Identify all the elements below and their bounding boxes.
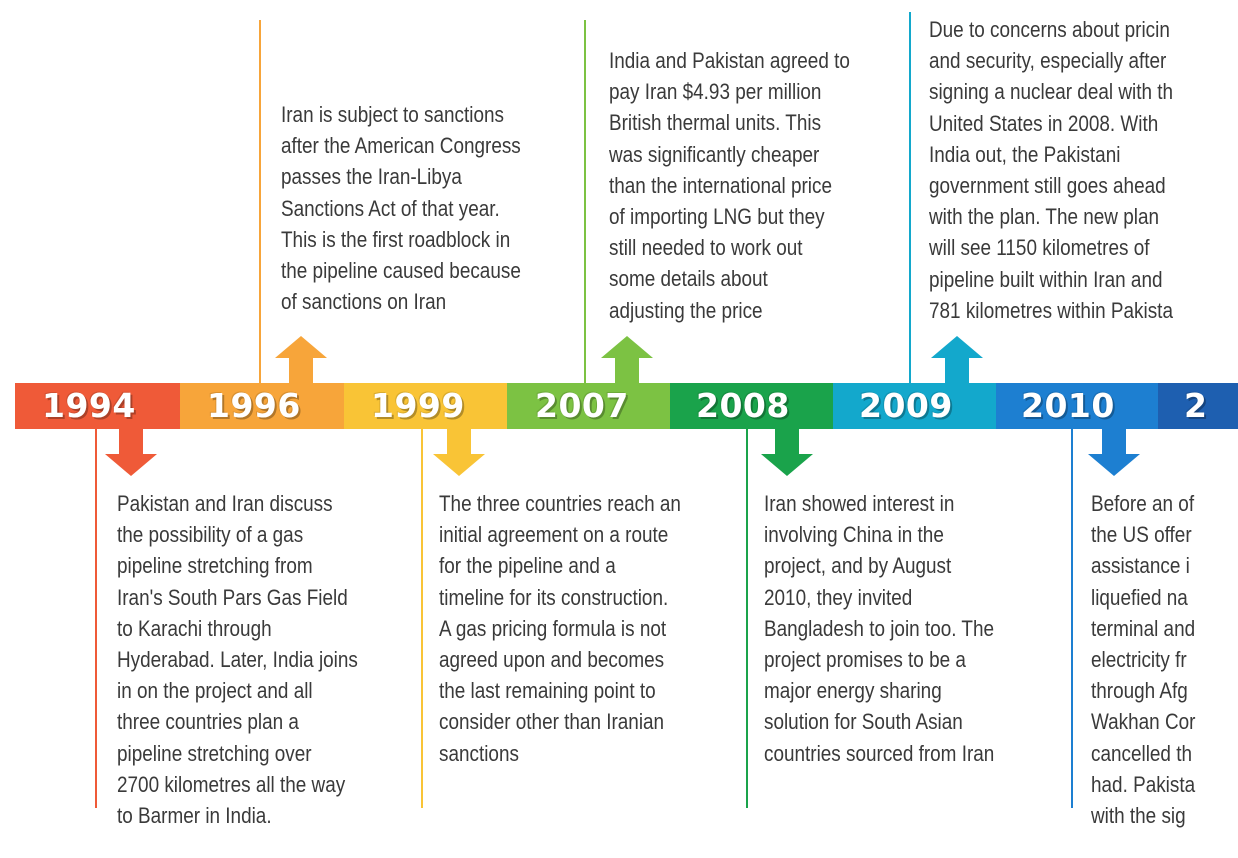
event-line: India and Pakistan agreed to [609,48,850,73]
arrow-down-2010-icon [1088,426,1140,476]
event-line: with the sig [1091,803,1186,829]
event-line: Hyderabad. Later, India joins [117,647,358,673]
event-line: A gas pricing formula is not [439,615,667,641]
event-text-1999 [439,488,681,769]
event-line: timeline for its construction. [439,584,669,610]
event-line: sanctions [439,740,519,766]
event-line: to Barmer in India. [117,803,272,829]
event-line: of sanctions on Iran [281,289,447,315]
event-text-2009 [929,14,1173,326]
event-text-1996 [281,99,521,317]
event-line: the last remaining point to [439,678,656,704]
event-line: the US offer [1091,522,1192,548]
event-line: India out, the Pakistani [929,141,1121,167]
event-line: pipeline built within Iran and [929,266,1163,292]
event-line: pay Iran $4.93 per million [609,79,822,105]
event-line: was significantly cheaper [609,141,820,167]
event-line: pipeline stretching from [117,553,313,579]
connector-line-1996 [259,20,261,390]
year-label-2011: 2 [1184,386,1208,425]
event-text-2008 [764,488,994,769]
event-line: project, and by August [764,553,952,579]
event-line: pipeline stretching over [117,740,312,766]
connector-line-1999 [421,420,423,808]
event-line: government still goes ahead [929,173,1166,199]
event-line: initial agreement on a route [439,522,669,548]
event-line: United States in 2008. With [929,110,1159,136]
event-line: Pakistan and Iran discuss [117,491,333,516]
arrow-down-1994-icon [105,426,157,476]
arrow-up-2007-icon [601,336,653,386]
event-line: liquefied na [1091,584,1188,610]
event-line: 781 kilometres within Pakista [929,297,1173,323]
event-line: the pipeline caused because [281,258,521,284]
event-line: to Karachi through [117,615,272,641]
year-label-1999: 1999 [371,386,465,425]
event-line: 2700 kilometres all the way [117,771,346,797]
year-label-2010: 2010 [1021,386,1115,425]
connector-line-1994 [95,420,97,808]
event-line: will see 1150 kilometres of [929,235,1150,261]
event-line: Sanctions Act of that year. [281,195,500,221]
event-line: project promises to be a [764,647,966,673]
event-line: consider other than Iranian [439,709,665,735]
event-line: and security, especially after [929,48,1167,74]
arrow-up-1996-icon [275,336,327,386]
event-line: Iran's South Pars Gas Field [117,584,348,610]
event-line: for the pipeline and a [439,553,616,579]
event-line: some details about [609,266,768,292]
connector-line-2008 [746,420,748,808]
event-line: cancelled th [1091,740,1192,766]
event-line: adjusting the price [609,297,763,323]
year-label-1996: 1996 [207,386,301,425]
event-line: agreed upon and becomes [439,647,665,673]
connector-line-2010 [1071,420,1073,808]
event-line: Before an of [1091,491,1195,516]
arrow-up-2009-icon [931,336,983,386]
arrow-down-1999-icon [433,426,485,476]
event-line: assistance i [1091,553,1190,579]
connector-line-2009 [909,12,911,390]
event-line: major energy sharing [764,678,942,704]
arrow-down-2008-icon [761,426,813,476]
event-line: 2010, they invited [764,584,913,610]
event-line: Iran showed interest in [764,491,955,516]
event-line: Iran is subject to sanctions [281,102,504,127]
event-line: after the American Congress [281,133,521,159]
connector-line-2007 [584,20,586,390]
event-line: three countries plan a [117,709,299,735]
event-line: This is the first roadblock in [281,226,511,252]
event-line: passes the Iran-Libya [281,164,462,190]
event-line: countries sourced from Iran [764,740,995,766]
event-line: still needed to work out [609,235,803,261]
event-line: Wakhan Cor [1091,709,1196,735]
event-line: involving China in the [764,522,944,548]
event-line: solution for South Asian [764,709,963,735]
event-line: British thermal units. This [609,110,822,136]
year-label-2007: 2007 [535,386,629,425]
event-line: with the plan. The new plan [929,204,1159,230]
event-line: The three countries reach an [439,491,681,516]
event-text-2010 [1091,488,1195,831]
event-line: through Afg [1091,678,1188,704]
event-line: in on the project and all [117,678,313,704]
event-line: terminal and [1091,615,1196,641]
year-label-1994: 1994 [42,386,136,425]
event-line: the possibility of a gas [117,522,304,548]
event-text-1994 [117,488,358,831]
event-line: electricity fr [1091,647,1187,673]
event-line: signing a nuclear deal with th [929,79,1174,105]
year-label-2009: 2009 [859,386,953,425]
year-label-2008: 2008 [696,386,790,425]
event-line: Due to concerns about pricin [929,17,1170,42]
event-text-2007 [609,45,850,326]
event-line: had. Pakista [1091,771,1196,797]
event-line: of importing LNG but they [609,204,825,230]
event-line: than the international price [609,172,832,198]
event-line: Bangladesh to join too. The [764,615,995,641]
